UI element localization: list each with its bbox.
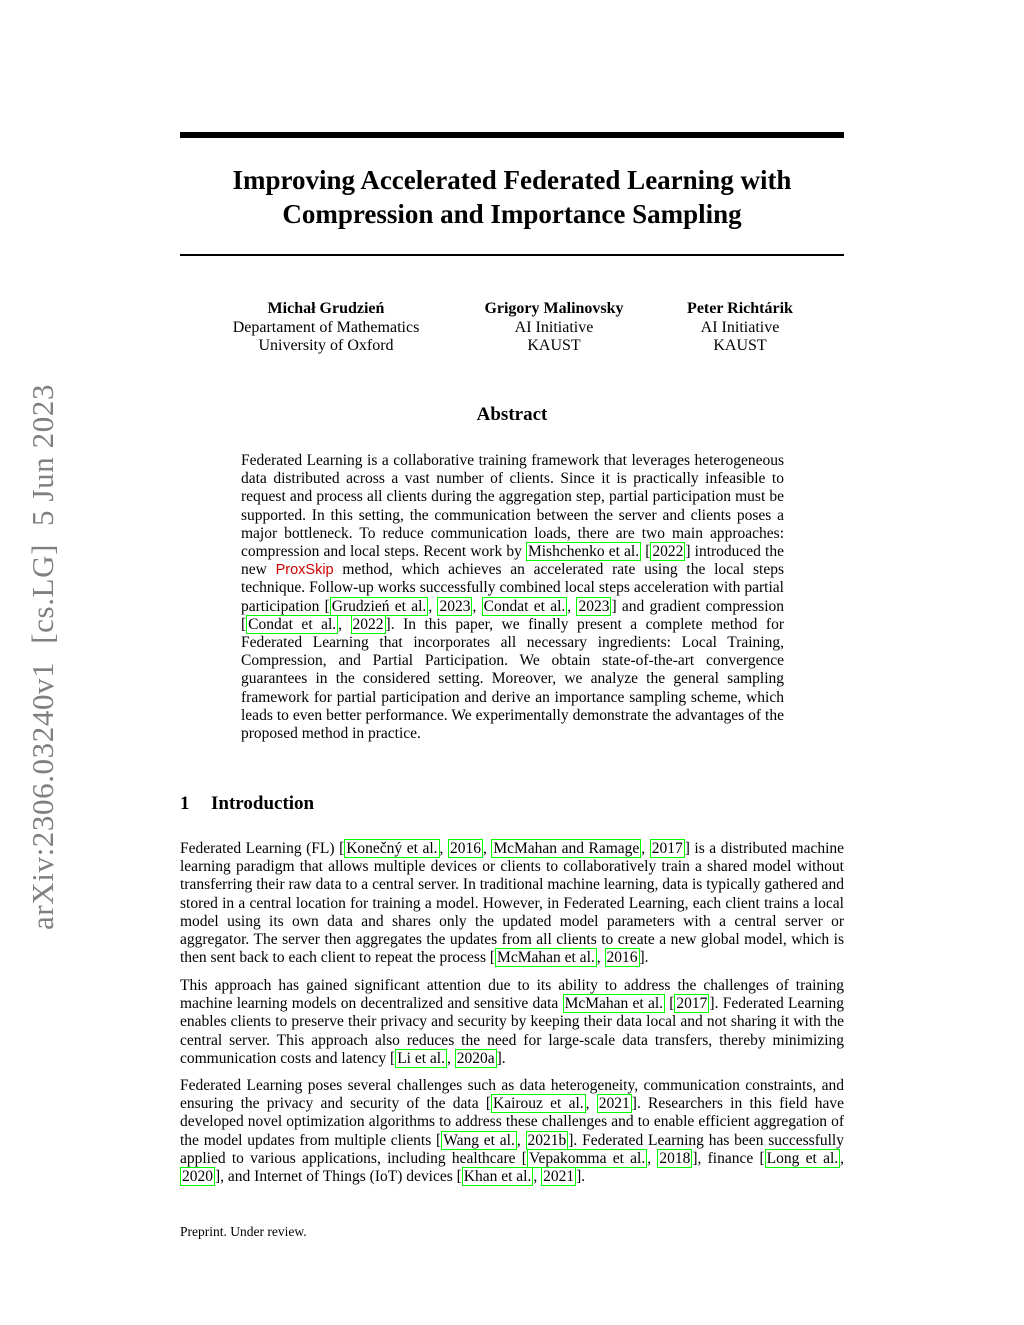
author-affiliation: AI Initiative xyxy=(700,318,780,336)
citation-link[interactable]: Li et al. xyxy=(397,1049,445,1067)
author-name: Peter Richtárik xyxy=(687,300,793,317)
citation-link[interactable]: 2023 xyxy=(439,597,471,615)
paper-title xyxy=(180,163,844,231)
author-block xyxy=(218,300,434,356)
citation-link[interactable]: 2020 xyxy=(182,1168,213,1186)
author-affiliation: KAUST xyxy=(527,337,581,354)
citation-link[interactable]: 2017 xyxy=(676,995,708,1013)
arxiv-id: arXiv:2306.03240v1 xyxy=(25,661,60,930)
section-title: Introduction xyxy=(211,793,315,814)
title-line-2: Compression and Importance Sampling xyxy=(282,199,742,229)
intro-paragraph: Federated Learning poses several challenges such as data heterogeneity, communication constraints, and ensuring the privacy and security of the data [ Kairouz et al. , 2021 ]. Researchers in this field have developed novel optimization algorithms to address these challenges and to enable efficient aggregation of the model updates from multiple clients [ Wang et al. , 2021b ]. Federated Learning has been successfully applied to various applications, including healthcare [ Vepakomma et al. , 2018 ], finance [ Long et al. , 2020 ], and Internet of Things (IoT) devices [ Khan et al. , 2021 ]. xyxy=(180,1077,845,1186)
citation-link[interactable]: 2022 xyxy=(652,543,684,561)
citation-link[interactable]: Condat et al. xyxy=(248,615,337,633)
citation-link[interactable]: 2020a xyxy=(456,1049,495,1067)
citation-link[interactable]: 2016 xyxy=(606,949,638,967)
author-block xyxy=(670,300,810,356)
abstract-heading: Abstract xyxy=(476,404,548,425)
preprint-footnote: Preprint. Under review. xyxy=(180,1224,307,1239)
citation-link[interactable]: Wang et al. xyxy=(443,1131,515,1149)
citation-link[interactable]: 2016 xyxy=(449,840,481,857)
citation-link[interactable]: McMahan et al. xyxy=(564,995,664,1013)
intro-paragraph: This approach has gained significant attention due to its ability to address the challenges of training machine learning models on decentralized and sensitive data McMahan et al. [ 2017 ]. Federated Learning enables clients to preserve their privacy and security by keeping their data local and not sharing it with the central server. This approach also reduces the need for large-scale data transfers, thereby minimizing communication costs and latency [ Li et al. , 2020a ]. xyxy=(180,977,844,1067)
author-block xyxy=(470,300,638,356)
citation-link[interactable]: 2021 xyxy=(543,1168,575,1186)
title-line-1: Improving Accelerated Federated Learning with xyxy=(232,165,792,195)
citation-link[interactable]: Vepakomma et al. xyxy=(528,1149,646,1167)
citation-link[interactable]: 2023 xyxy=(578,597,610,615)
section-number: 1 xyxy=(180,793,190,814)
citation-link[interactable]: 2021b xyxy=(527,1131,567,1149)
title-bottom-rule xyxy=(180,254,844,256)
intro-paragraph: Federated Learning (FL) [ Konečný et al. , 2016 , McMahan and Ramage , 2017 ] is a distributed machine learning paradigm that allows multiple devices or clients to collaboratively train a shared model without transferring their raw data to a central server. In traditional machine learning, data is typically gathered and stored in a central location for training a model. However, in Federated Learning, each client trains a local model using its own data and shares only the updated model parameters with a central server or aggregator. The server then aggregates the updates from all clients to create a new global model, which is then sent back to each client to repeat the process [ McMahan et al. , 2016 ]. xyxy=(180,840,845,967)
citation-link[interactable]: Konečný et al. xyxy=(346,840,438,857)
citation-link[interactable]: McMahan and Ramage xyxy=(493,840,640,857)
section-heading xyxy=(180,793,314,815)
citation-link[interactable]: Condat et al. xyxy=(483,597,566,615)
author-affiliation: AI Initiative xyxy=(514,318,594,336)
citation-link[interactable]: Khan et al. xyxy=(463,1168,532,1186)
author-affiliation: University of Oxford xyxy=(258,337,394,354)
title-top-rule xyxy=(180,132,844,138)
author-affiliation: Departament of Mathematics xyxy=(232,318,420,336)
arxiv-date: 5 Jun 2023 xyxy=(25,383,60,526)
citation-link[interactable]: Kairouz et al. xyxy=(493,1095,584,1113)
citation-link[interactable]: 2022 xyxy=(352,615,384,633)
citation-link[interactable]: 2021 xyxy=(598,1095,630,1113)
citation-link[interactable]: 2018 xyxy=(659,1149,691,1167)
citation-link[interactable]: Mishchenko et al. xyxy=(527,543,640,561)
author-name: Michał Grudzień xyxy=(267,300,385,317)
citation-link[interactable]: Grudzień et al. xyxy=(331,597,427,615)
citation-link[interactable]: 2017 xyxy=(651,840,683,857)
author-affiliation: KAUST xyxy=(713,337,767,354)
citation-link[interactable]: Long et al. xyxy=(766,1149,839,1167)
method-name: ProxSkip xyxy=(275,562,334,579)
arxiv-watermark xyxy=(23,364,63,930)
citation-link[interactable]: McMahan et al. xyxy=(497,949,595,967)
author-name: Grigory Malinovsky xyxy=(484,300,624,317)
arxiv-category: [cs.LG] xyxy=(25,544,60,644)
abstract-text: Federated Learning is a collaborative training framework that leverages heterogeneous data distributed across a vast number of clients. Since it is practically infeasible to request and process all clients during the aggregation step, partial participation must be supported. In this setting, the communication between the server and clients poses a major bottleneck. To reduce communication loads, there are two main approaches: compression and local steps. Recent work by Mishchenko et al. [ 2022 ] introduced the new ProxSkip method, which achieves an accelerated rate using the local steps technique. Follow-up works successfully combined local steps acceleration with partial participation [ Grudzień et al. , 2023 , Condat et al. , 2023 ] and gradient compression [ Condat et al. , 2022 ]. In this paper, we finally present a complete method for Federated Learning that incorporates all necessary ingredients: Local Training, Compression, and Partial Participation. We obtain state-of-the-art convergence guarantees in the considered setting. Moreover, we analyze the general sampling framework for partial participation and derive an importance sampling scheme, which leads to even better performance. We experimentally demonstrate the advantages of the proposed method in practice. xyxy=(241,452,785,743)
